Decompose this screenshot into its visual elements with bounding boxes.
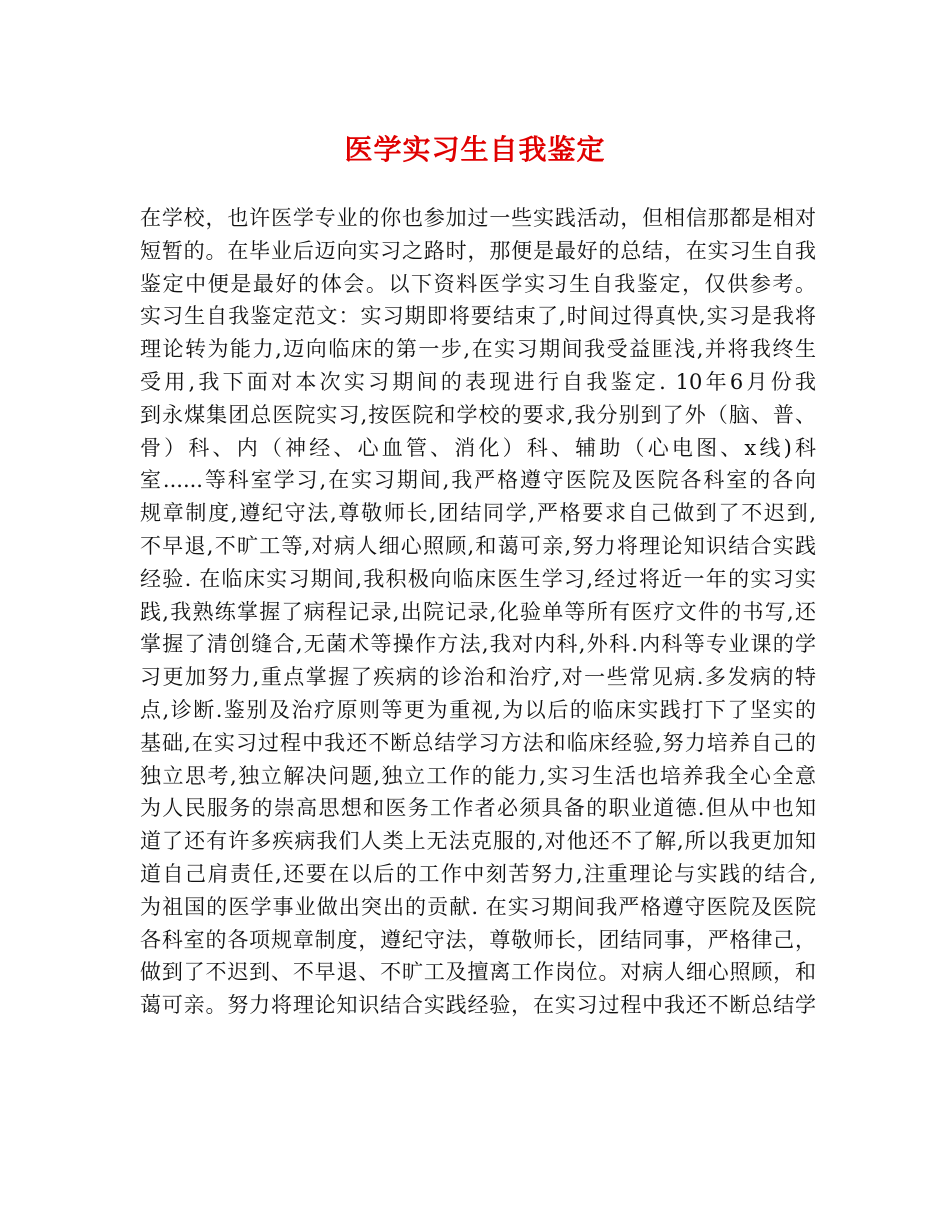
- body-line: 独立思考,独立解决问题,独立工作的能力,实习生活也培养我全心全意: [140, 763, 816, 788]
- body-line: 短暂的。在毕业后迈向实习之路时，那便是最好的总结，在实习生自我: [140, 238, 816, 263]
- body-line: 在学校，也许医学专业的你也参加过一些实践活动，但相信那都是相对: [140, 206, 816, 230]
- body-line: 骨）科、内（神经、心血管、消化）科、辅助（心电图、x线)科: [140, 435, 816, 460]
- body-line: 各科室的各项规章制度，遵纪守法，尊敬师长，团结同事，严格律己，: [140, 927, 816, 952]
- body-line: 理论转为能力,迈向临床的第一步,在实习期间我受益匪浅,并将我终生: [140, 337, 816, 362]
- body-line: 践,我熟练掌握了病程记录,出院记录,化验单等所有医疗文件的书写,还: [140, 599, 816, 624]
- body-line: 规章制度,遵纪守法,尊敬师长,团结同学,严格要求自己做到了不迟到,: [140, 501, 816, 526]
- body-line: 为祖国的医学事业做出突出的贡献. 在实习期间我严格遵守医院及医院: [140, 894, 816, 919]
- body-line: 习更加努力,重点掌握了疾病的诊治和治疗,对一些常见病.多发病的特: [140, 665, 816, 690]
- body-line: 做到了不迟到、不早退、不旷工及擅离工作岗位。对病人细心照顾，和: [140, 960, 816, 985]
- body-line: 实习生自我鉴定范文：实习期即将要结束了,时间过得真快,实习是我将: [140, 304, 816, 329]
- body-line: 不早退,不旷工等,对病人细心照顾,和蔼可亲,努力将理论知识结合实践: [140, 533, 816, 558]
- body-line: 掌握了清创缝合,无菌术等操作方法,我对内科,外科.内科等专业课的学: [140, 632, 816, 657]
- body-line: 到永煤集团总医院实习,按医院和学校的要求,我分别到了外（脑、普、: [140, 402, 816, 427]
- body-line: 为人民服务的崇高思想和医务工作者必须具备的职业道德.但从中也知: [140, 796, 816, 821]
- body-line: 道自己肩责任,还要在以后的工作中刻苦努力,注重理论与实践的结合,: [140, 861, 816, 886]
- body-line: 蔼可亲。努力将理论知识结合实践经验，在实习过程中我还不断总结学: [140, 993, 816, 1018]
- body-line: 室......等科室学习,在实习期间,我严格遵守医院及医院各科室的各向: [140, 468, 816, 493]
- body-line: 基础,在实习过程中我还不断总结学习方法和临床经验,努力培养自己的: [140, 730, 816, 755]
- body-line: 道了还有许多疾病我们人类上无法克服的,对他还不了解,所以我更加知: [140, 829, 816, 854]
- body-line: 点,诊断.鉴别及治疗原则等更为重视,为以后的临床实践打下了坚实的: [140, 697, 816, 722]
- body-line: 经验. 在临床实习期间,我积极向临床医生学习,经过将近一年的实习实: [140, 566, 816, 591]
- body-line: 鉴定中便是最好的体会。以下资料医学实习生自我鉴定，仅供参考。: [140, 271, 816, 296]
- document-body: [140, 202, 816, 1022]
- body-line: 受用,我下面对本次实习期间的表现进行自我鉴定. 10年6月份我: [140, 369, 816, 394]
- document-title: 医学实习生自我鉴定: [344, 133, 606, 166]
